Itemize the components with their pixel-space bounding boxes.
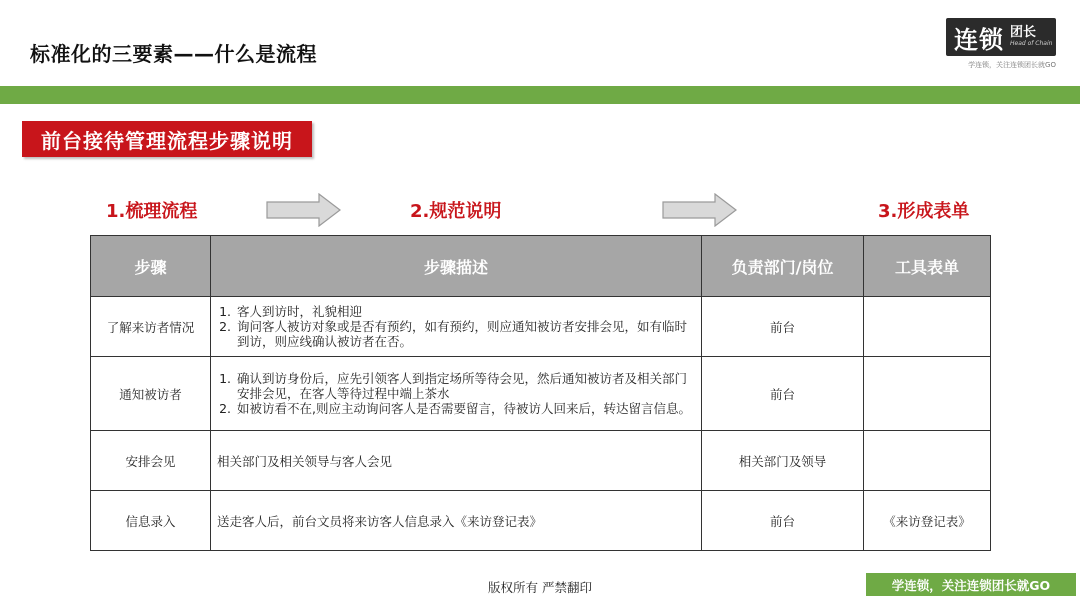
- description-item: 1. 客人到访时，礼貌相迎: [235, 304, 695, 319]
- form-cell: [864, 297, 991, 357]
- logo-tag-text: 团长: [1010, 25, 1037, 40]
- form-cell: [864, 357, 991, 431]
- step-cell: 通知被访者: [91, 357, 211, 431]
- description-item: 2. 如被访看不在,则应主动询问客人是否需要留言，待被访人回来后，转达留言信息。: [235, 401, 695, 416]
- footer-slogan-badge: 学连锁，关注连锁团长就GO: [866, 573, 1076, 596]
- column-header-form: 工具表单: [864, 236, 991, 297]
- table-row: [91, 297, 991, 357]
- column-header-department: 负责部门/岗位: [702, 236, 864, 297]
- table-row: [91, 431, 991, 491]
- table-row: [91, 491, 991, 551]
- column-header-description: 步骤描述: [211, 236, 702, 297]
- column-header-step: 步骤: [91, 236, 211, 297]
- copyright-text: 版权所有 严禁翻印: [488, 580, 592, 595]
- right-arrow-icon: [662, 193, 738, 227]
- process-table: [90, 235, 991, 551]
- step-label-1: 1.梳理流程: [106, 201, 198, 222]
- department-cell: 前台: [702, 297, 864, 357]
- description-item: 2. 询问客人被访对象或是否有预约，如有预约，则应通知被访者安排会见，如有临时到访，则应线确认被访者在否。: [235, 319, 695, 349]
- logo-slogan: 学连锁，关注连锁团长就GO: [968, 61, 1056, 69]
- description-list: [217, 371, 695, 416]
- step-cell: 了解来访者情况: [91, 297, 211, 357]
- table-row: [91, 357, 991, 431]
- logo-main-text: 连锁: [954, 25, 1004, 54]
- department-cell: 前台: [702, 491, 864, 551]
- logo-side: [1010, 26, 1052, 48]
- form-cell: [864, 431, 991, 491]
- page-title: 标准化的三要素——什么是流程: [30, 42, 317, 66]
- description-cell: [211, 297, 702, 357]
- step-cell: 信息录入: [91, 491, 211, 551]
- department-cell: 相关部门及领导: [702, 431, 864, 491]
- department-cell: 前台: [702, 357, 864, 431]
- step-label-2: 2.规范说明: [410, 201, 502, 222]
- logo: [946, 18, 1056, 56]
- form-cell: 《来访登记表》: [864, 491, 991, 551]
- table-header-row: [91, 236, 991, 297]
- description-item: 1. 确认到访身份后，应先引领客人到指定场所等待会见，然后通知被访者及相关部门安排会见，在客人等待过程中端上茶水: [235, 371, 695, 401]
- green-divider-bar: [0, 86, 1080, 104]
- right-arrow-icon: [266, 193, 342, 227]
- step-label-3: 3.形成表单: [878, 201, 970, 222]
- description-cell: 送走客人后，前台文员将来访客人信息录入《来访登记表》: [211, 491, 702, 551]
- section-label: 前台接待管理流程步骤说明: [22, 121, 312, 157]
- step-cell: 安排会见: [91, 431, 211, 491]
- description-list: [217, 304, 695, 349]
- description-cell: 相关部门及相关领导与客人会见: [211, 431, 702, 491]
- description-cell: [211, 357, 702, 431]
- logo-english-text: Head of Chain: [1010, 40, 1053, 47]
